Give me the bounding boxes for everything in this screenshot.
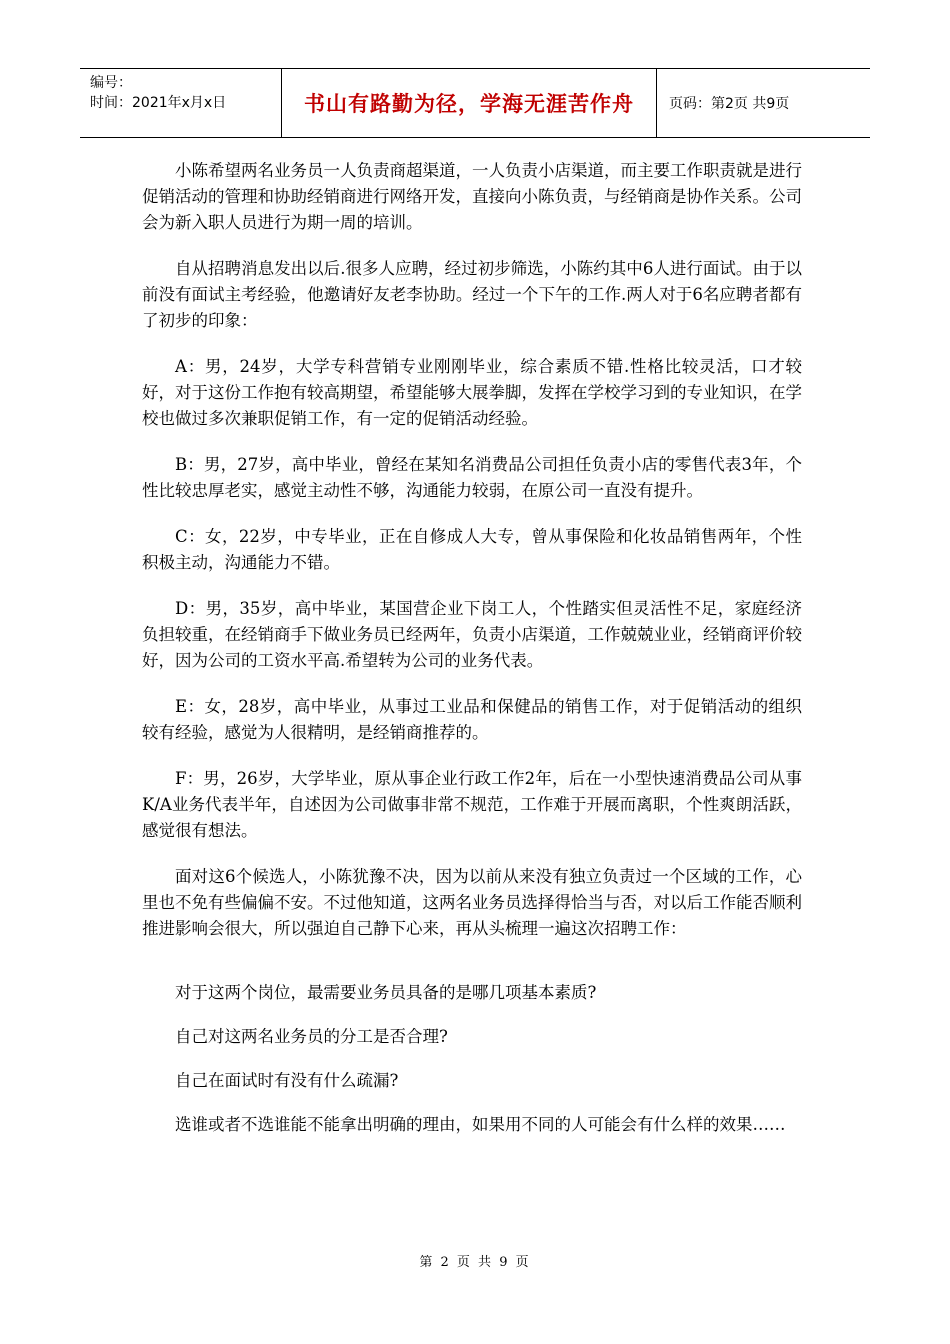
header-page-cell — [657, 69, 870, 137]
paragraph-candidate-d: D：男，35岁，高中毕业，某国营企业下岗工人，个性踏实但灵活性不足，家庭经济负担较重，在经销商手下做业务员已经两年，负责小店渠道，工作兢兢业业，经销商评价较好，因为公司的工资水平高.希望转为公司的业务代表。 — [142, 599, 802, 670]
question-4: 选谁或者不选谁能不能拿出明确的理由，如果用不同的人可能会有什么样的效果…… — [175, 1115, 786, 1134]
spacer — [142, 962, 802, 980]
question-2: 自己对这两名业务员的分工是否合理? — [175, 1027, 448, 1046]
paragraph-dilemma: 面对这6个候选人，小陈犹豫不决，因为以前从来没有独立负责过一个区域的工作，心里也不免有些偏偏不安。不过他知道，这两名业务员选择得恰当与否，对以后工作能否顺利推进影响会很大，所以强迫自己静下心来，再从头梳理一遍这次招聘工作： — [142, 867, 802, 938]
page-label: 页码：第2页 共9页 — [669, 96, 790, 112]
document-body — [142, 158, 802, 1156]
question-3: 自己在面试时有没有什么疏漏? — [175, 1071, 399, 1090]
question-1: 对于这两个岗位，最需要业务员具备的是哪几项基本素质? — [175, 983, 597, 1002]
number-label: 编号： — [90, 75, 132, 91]
paragraph-candidate-e: E：女，28岁，高中毕业，从事过工业品和保健品的销售工作，对于促销活动的组织较有经验，感觉为人很精明，是经销商推荐的。 — [142, 697, 802, 742]
paragraph-candidate-f: F：男，26岁，大学毕业，原从事企业行政工作2年，后在一小型快速消费品公司从事K/A业务代表半年，自述因为公司做事非常不规范，工作难于开展而离职，个性爽朗活跃，感觉很有想法。 — [142, 769, 802, 840]
paragraph-candidate-c: C：女，22岁，中专毕业，正在自修成人大专，曾从事保险和化妆品销售两年，个性积极主动，沟通能力不错。 — [142, 527, 802, 572]
motto-text: 书山有路勤为径，学海无涯苦作舟 — [304, 92, 634, 116]
paragraph-candidate-b: B：男，27岁，高中毕业，曾经在某知名消费品公司担任负责小店的零售代表3年，个性比较忠厚老实，感觉主动性不够，沟通能力较弱，在原公司一直没有提升。 — [142, 455, 802, 500]
page-footer — [0, 1251, 950, 1270]
header-meta — [80, 69, 282, 137]
footer-page-number: 第 2 页 共 9 页 — [419, 1255, 531, 1270]
time-label: 时间：2021年x月x日 — [90, 95, 227, 111]
paragraph-recruitment: 自从招聘消息发出以后.很多人应聘，经过初步筛选，小陈约其中6人进行面试。由于以前没有面试主考经验，他邀请好友老李协助。经过一个下午的工作.两人对于6名应聘者都有了初步的印象： — [142, 259, 802, 330]
page-header — [80, 68, 870, 138]
paragraph-intro: 小陈希望两名业务员一人负责商超渠道，一人负责小店渠道，而主要工作职责就是进行促销活动的管理和协助经销商进行网络开发，直接向小陈负责，与经销商是协作关系。公司会为新入职人员进行为期一周的培训。 — [142, 161, 802, 232]
header-motto-cell — [282, 69, 657, 137]
paragraph-candidate-a: A：男，24岁，大学专科营销专业刚刚毕业，综合素质不错.性格比较灵活，口才较好，对于这份工作抱有较高期望，希望能够大展拳脚，发挥在学校学习到的专业知识，在学校也做过多次兼职促销工作，有一定的促销活动经验。 — [142, 357, 802, 428]
